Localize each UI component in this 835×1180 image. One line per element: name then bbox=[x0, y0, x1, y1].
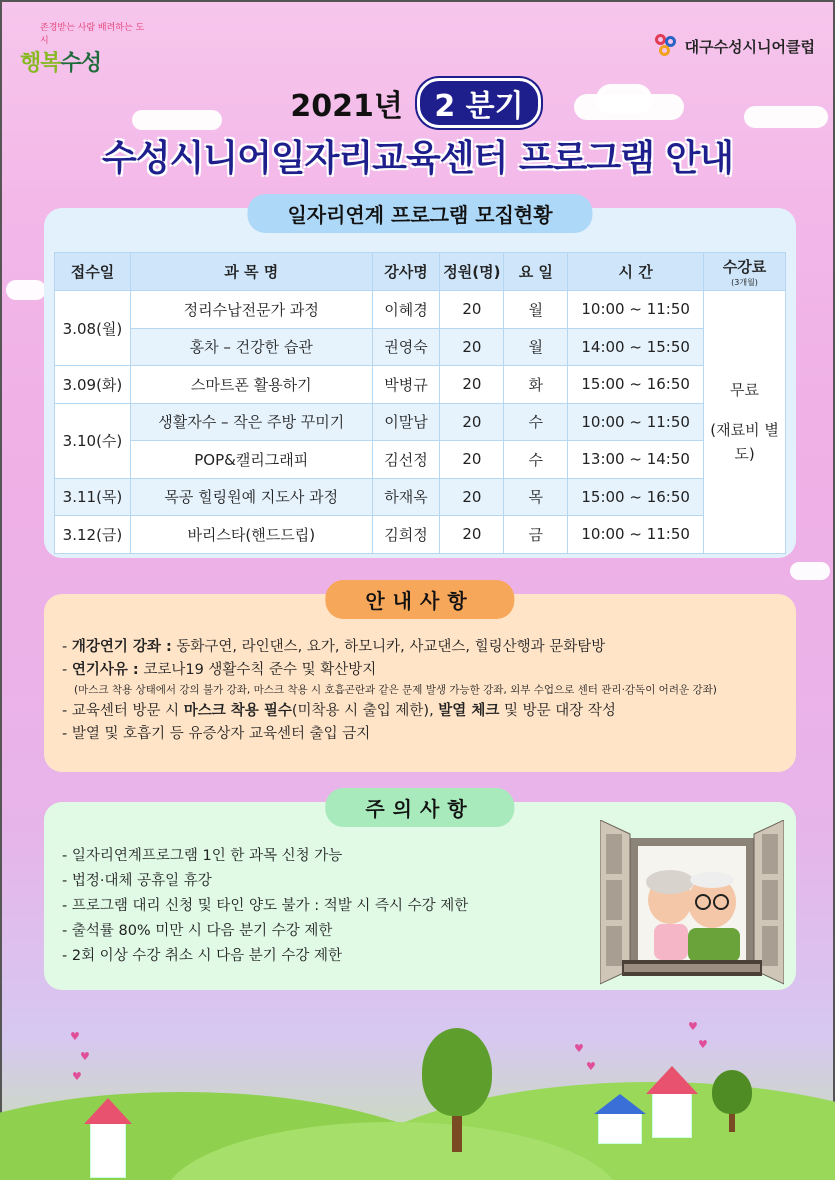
program-table bbox=[54, 252, 786, 554]
table-row bbox=[55, 328, 786, 366]
table-header-row bbox=[55, 253, 786, 291]
date-cell: 3.10(수) bbox=[55, 403, 131, 478]
heart-icon: ♥ bbox=[688, 1020, 698, 1033]
date-cell: 3.12(금) bbox=[55, 516, 131, 554]
fee-sub: (3개월) bbox=[731, 277, 758, 287]
time-cell: 13:00 ~ 14:50 bbox=[568, 441, 704, 479]
house-icon bbox=[652, 1092, 692, 1138]
tree-icon bbox=[712, 1070, 752, 1114]
day-cell: 화 bbox=[504, 366, 568, 404]
notice-heading: 안내사항 bbox=[325, 580, 514, 619]
capacity-cell: 20 bbox=[440, 328, 504, 366]
tree-icon bbox=[422, 1028, 492, 1116]
instructor-cell: 박병규 bbox=[372, 366, 440, 404]
capacity-cell: 20 bbox=[440, 291, 504, 329]
cloud-decoration bbox=[6, 280, 46, 300]
club-icon bbox=[655, 34, 679, 58]
date-cell: 3.11(목) bbox=[55, 478, 131, 516]
fee-cell bbox=[704, 291, 786, 554]
col-instructor: 강사명 bbox=[372, 253, 440, 291]
house-roof bbox=[594, 1094, 646, 1114]
course-cell: POP&캘리그래피 bbox=[130, 441, 372, 479]
instructor-cell: 이혜경 bbox=[372, 291, 440, 329]
instructor-cell: 김희정 bbox=[372, 516, 440, 554]
day-cell: 월 bbox=[504, 291, 568, 329]
capacity-cell: 20 bbox=[440, 478, 504, 516]
year-text: 2021년 bbox=[290, 89, 403, 124]
table-row bbox=[55, 403, 786, 441]
list-item: - 교육센터 방문 시 마스크 착용 필수(미착용 시 출입 제한), 발열 체크 및 방문 대장 작성 bbox=[62, 703, 616, 719]
heart-icon: ♥ bbox=[574, 1042, 584, 1055]
caution-heading: 주의사항 bbox=[325, 788, 514, 827]
col-date: 접수일 bbox=[55, 253, 131, 291]
course-cell: 스마트폰 활용하기 bbox=[130, 366, 372, 404]
course-cell: 바리스타(핸드드립) bbox=[130, 516, 372, 554]
course-cell: 정리수납전문가 과정 bbox=[130, 291, 372, 329]
house-icon bbox=[90, 1122, 126, 1178]
capacity-cell: 20 bbox=[440, 516, 504, 554]
heart-icon: ♥ bbox=[72, 1070, 82, 1083]
list-item-note: (마스크 착용 상태에서 강의 불가 강좌, 마스크 착용 시 호흡곤란과 같은 문제 발생 가능한 강좌, 외부 수업으로 센터 관리·감독이 어려운 강좌) bbox=[74, 684, 717, 696]
logo-name-b: 수성 bbox=[60, 51, 102, 76]
haengbok-suseong-logo bbox=[20, 20, 150, 76]
capacity-cell: 20 bbox=[440, 441, 504, 479]
logo-name-a: 행복 bbox=[20, 51, 61, 76]
instructor-cell: 김선정 bbox=[372, 441, 440, 479]
col-course: 과 목 명 bbox=[130, 253, 372, 291]
list-item: - 연기사유 : 코로나19 생활수칙 준수 및 확산방지 bbox=[62, 662, 377, 678]
senior-club-logo bbox=[655, 34, 815, 58]
list-item: - 2회 이상 수강 취소 시 다음 분기 수강 제한 bbox=[62, 948, 343, 964]
course-cell: 홍차 – 건강한 습관 bbox=[130, 328, 372, 366]
quarter-title bbox=[2, 78, 833, 128]
program-panel bbox=[44, 203, 796, 558]
capacity-cell: 20 bbox=[440, 403, 504, 441]
list-item: - 발열 및 호흡기 등 유증상자 교육센터 출입 금지 bbox=[62, 726, 371, 742]
time-cell: 15:00 ~ 16:50 bbox=[568, 478, 704, 516]
list-item: - 일자리연계프로그램 1인 한 과목 신청 가능 bbox=[62, 848, 343, 864]
table-row bbox=[55, 516, 786, 554]
day-cell: 목 bbox=[504, 478, 568, 516]
heart-icon: ♥ bbox=[80, 1050, 90, 1063]
house-roof bbox=[646, 1066, 698, 1094]
time-cell: 10:00 ~ 11:50 bbox=[568, 403, 704, 441]
club-name: 대구수성시니어클럽 bbox=[684, 37, 815, 56]
fee-note: (재료비 별도) bbox=[710, 420, 779, 463]
program-heading: 일자리연계 프로그램 모집현황 bbox=[247, 194, 592, 233]
instructor-cell: 하재옥 bbox=[372, 478, 440, 516]
table-row bbox=[55, 478, 786, 516]
heart-icon: ♥ bbox=[586, 1060, 596, 1073]
cloud-decoration bbox=[790, 562, 830, 580]
day-cell: 수 bbox=[504, 441, 568, 479]
logo-wordmark bbox=[20, 46, 150, 77]
day-cell: 금 bbox=[504, 516, 568, 554]
time-cell: 14:00 ~ 15:50 bbox=[568, 328, 704, 366]
house-icon bbox=[598, 1112, 642, 1144]
date-cell: 3.09(화) bbox=[55, 366, 131, 404]
time-cell: 10:00 ~ 11:50 bbox=[568, 516, 704, 554]
notice-panel bbox=[44, 589, 796, 772]
page-title: 수성시니어일자리교육센터 프로그램 안내 bbox=[101, 138, 734, 179]
heart-icon: ♥ bbox=[698, 1038, 708, 1051]
table-row bbox=[55, 366, 786, 404]
list-item: - 개강연기 강좌 : 동화구연, 라인댄스, 요가, 하모니카, 사교댄스, 힐링산행과 문화탐방 bbox=[62, 639, 606, 655]
capacity-cell: 20 bbox=[440, 366, 504, 404]
col-capacity: 정원(명) bbox=[440, 253, 504, 291]
col-day: 요 일 bbox=[504, 253, 568, 291]
course-cell: 생활자수 – 작은 주방 꾸미기 bbox=[130, 403, 372, 441]
table-row bbox=[55, 441, 786, 479]
day-cell: 수 bbox=[504, 403, 568, 441]
house-roof bbox=[84, 1098, 132, 1124]
time-cell: 15:00 ~ 16:50 bbox=[568, 366, 704, 404]
heart-icon: ♥ bbox=[70, 1030, 80, 1043]
quarter-badge: 2 분기 bbox=[417, 78, 540, 128]
list-item: - 프로그램 대리 신청 및 타인 양도 불가 : 적발 시 즉시 수강 제한 bbox=[62, 898, 469, 914]
time-cell: 10:00 ~ 11:50 bbox=[568, 291, 704, 329]
course-cell: 목공 힐링원예 지도사 과정 bbox=[130, 478, 372, 516]
fee-value: 무료 bbox=[730, 380, 760, 399]
senior-couple-window-illustration bbox=[600, 820, 784, 988]
list-item: - 출석률 80% 미만 시 다음 분기 수강 제한 bbox=[62, 923, 333, 939]
list-item: - 법정·대체 공휴일 휴강 bbox=[62, 873, 212, 889]
notice-list bbox=[62, 636, 717, 746]
instructor-cell: 이말남 bbox=[372, 403, 440, 441]
day-cell: 월 bbox=[504, 328, 568, 366]
caution-list bbox=[62, 844, 468, 969]
date-cell: 3.08(월) bbox=[55, 291, 131, 366]
col-time: 시 간 bbox=[568, 253, 704, 291]
table-row bbox=[55, 291, 786, 329]
logo-tagline: 존경받는 사람 배려하는 도시 bbox=[40, 23, 145, 46]
col-fee: 수강료 (3개월) bbox=[704, 253, 786, 291]
instructor-cell: 권영숙 bbox=[372, 328, 440, 366]
